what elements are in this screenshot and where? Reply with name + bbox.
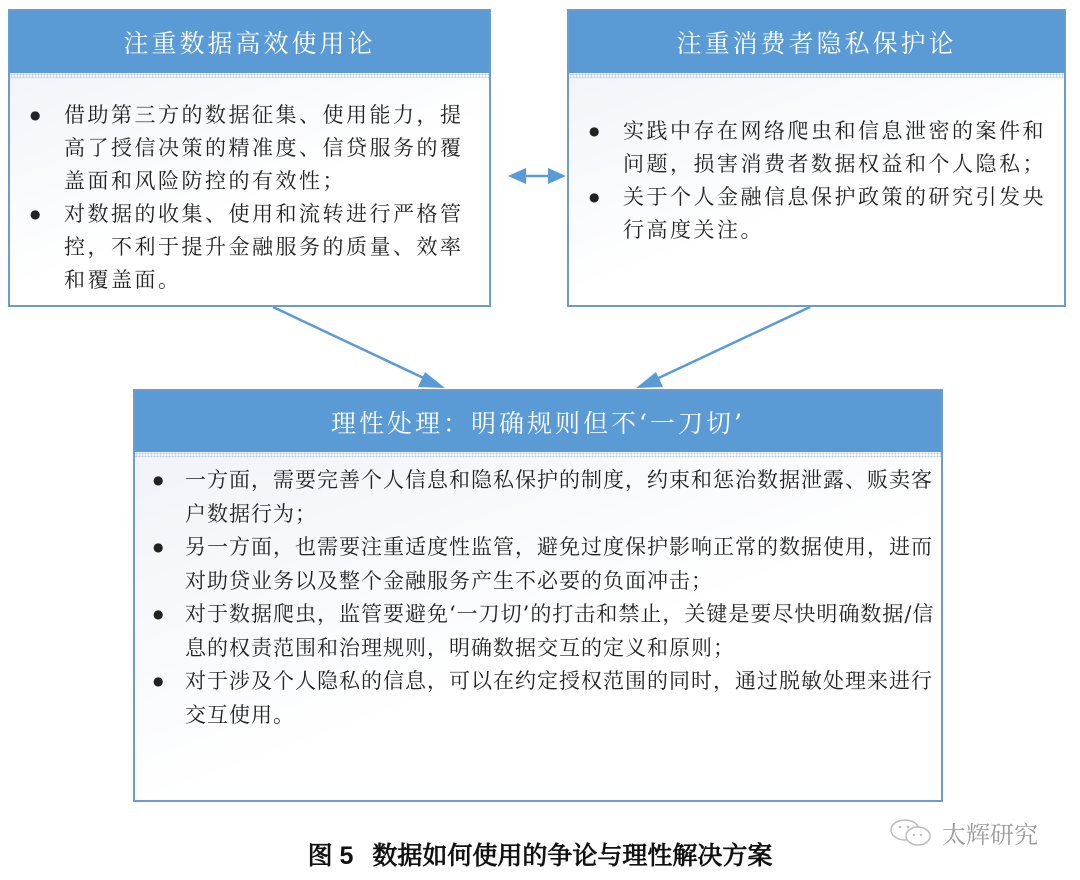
data-efficiency-body <box>10 81 489 305</box>
list-item: ● 对于数据爬虫，监管要避免‘一刀切’的打击和禁止，关键是要尽快明确数据/信息的权责范围和治理规则，明确数据交互的定义和原则； <box>145 598 935 665</box>
list-item: ● 借助第三方的数据征集、使用能力，提高了授信决策的精准度、信贷服务的覆盖面和风险防控的有效性； <box>22 99 481 198</box>
privacy-protection-box <box>567 9 1066 307</box>
list-item: ● 实践中存在网络爬虫和信息泄密的案件和问题，损害消费者数据权益和个人隐私； <box>581 115 1056 181</box>
watermark <box>888 815 1038 850</box>
double-arrow-icon <box>508 168 566 184</box>
list-item: ● 对于涉及个人隐私的信息，可以在约定授权范围的同时，通过脱敏处理来进行交互使用。 <box>145 665 935 732</box>
privacy-protection-body <box>569 73 1064 305</box>
data-efficiency-title: 注重数据高效使用论 <box>10 11 489 73</box>
data-efficiency-box <box>8 9 491 307</box>
list-item: ● 对数据的收集、使用和流转进行严格管控，不利于提升金融服务的质量、效率和覆盖面。 <box>22 198 481 297</box>
arrow-right-to-bottom-icon <box>636 307 810 388</box>
arrow-left-to-bottom-icon <box>273 307 445 388</box>
figure-label: 图 5 <box>307 842 354 870</box>
list-item: ● 另一方面，也需要注重适度性监管，避免过度保护影响正常的数据使用，进而对助贷业务以及整个金融服务产生不必要的负面冲击； <box>145 531 935 598</box>
figure-title: 数据如何使用的争论与理性解决方案 <box>372 842 773 870</box>
list-item: ● 关于个人金融信息保护政策的研究引发央行高度关注。 <box>581 181 1056 247</box>
privacy-protection-title: 注重消费者隐私保护论 <box>569 11 1064 73</box>
watermark-text: 太辉研究 <box>942 821 1038 849</box>
wechat-icon <box>888 818 936 848</box>
list-item: ● 一方面，需要完善个人信息和隐私保护的制度，约束和惩治数据泄露、贩卖客户数据行为； <box>145 464 935 531</box>
rational-handling-title: 理性处理：明确规则但不‘一刀切’ <box>135 391 941 452</box>
rational-handling-box <box>133 389 943 802</box>
rational-handling-body <box>135 460 941 800</box>
